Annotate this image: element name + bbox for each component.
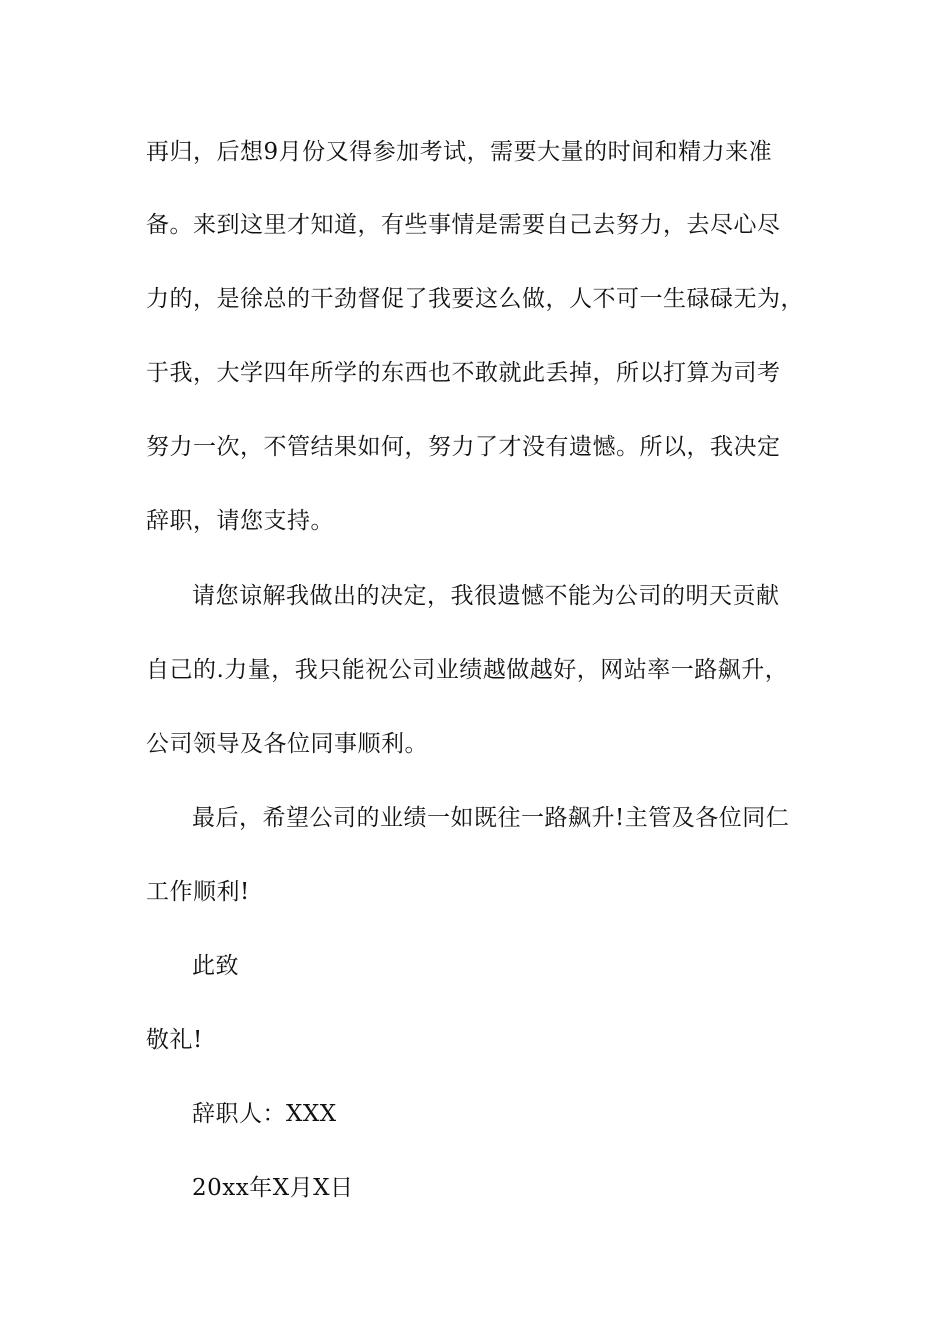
paragraph-line: 请您谅解我做出的决定，我很遗憾不能为公司的明天贡献	[192, 583, 780, 609]
paragraph-line: 再归，后想9月份又得参加考试，需要大量的时间和精力来准	[146, 139, 773, 165]
paragraph-line: 工作顺利!	[146, 879, 250, 905]
paragraph-line: 于我，大学四年所学的东西也不敢就此丢掉，所以打算为司考	[146, 360, 781, 386]
signature-name: 辞职人：XXX	[192, 1101, 337, 1127]
signature-date: 20xx年X月X日	[192, 1175, 354, 1201]
paragraph-line: 辞职，请您支持。	[146, 508, 334, 534]
paragraph-line: 最后，希望公司的业绩一如既往一路飙升!主管及各位同仁	[192, 805, 790, 831]
paragraph-line: 力的，是徐总的干劲督促了我要这么做，人不可一生碌碌无为，	[146, 286, 804, 312]
paragraph-line: 努力一次，不管结果如何，努力了才没有遗憾。所以，我决定	[146, 434, 781, 460]
paragraph-line: 备。来到这里才知道，有些事情是需要自己去努力，去尽心尽	[146, 212, 781, 238]
closing-regards: 敬礼!	[146, 1027, 203, 1053]
closing-salutation: 此致	[192, 953, 239, 979]
paragraph-line: 自己的.力量，我只能祝公司业绩越做越好，网站率一路飙升，	[146, 657, 789, 683]
paragraph-line: 公司领导及各位同事顺利。	[146, 731, 428, 757]
